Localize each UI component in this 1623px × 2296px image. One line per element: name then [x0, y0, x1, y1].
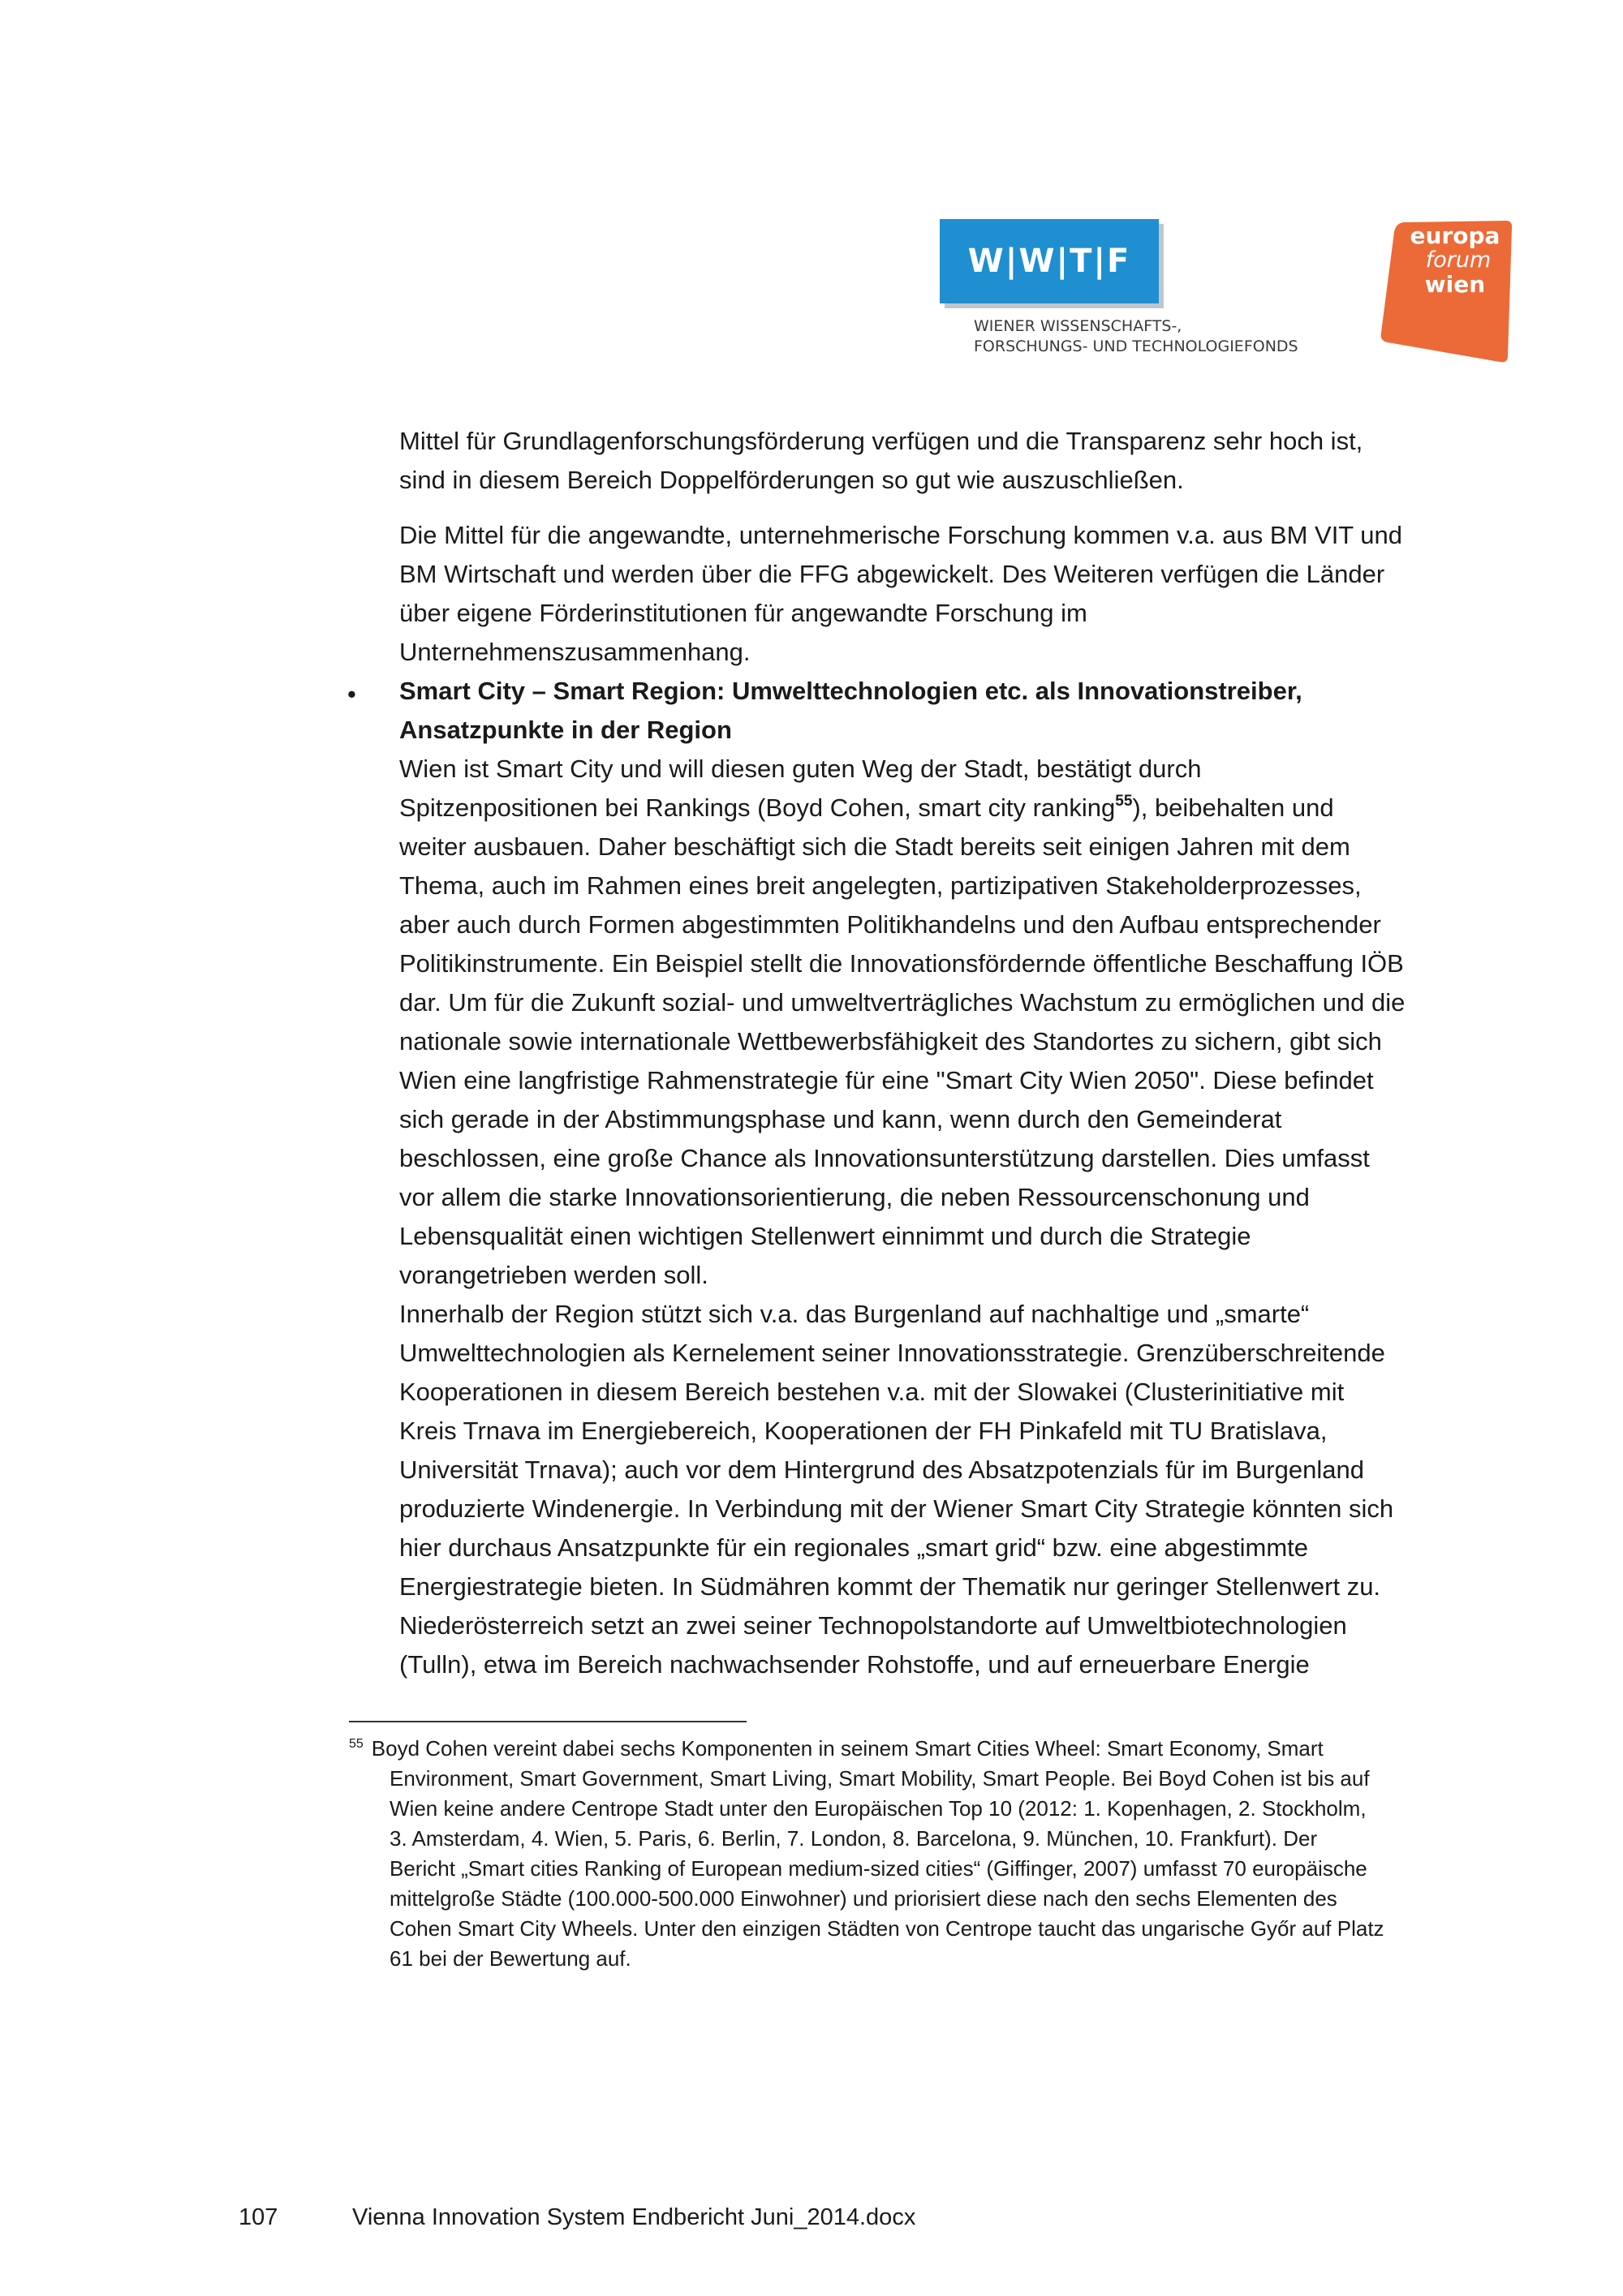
- text-line: vor allem die starke Innovationsorientierung, die neben Ressourcenschonung und: [399, 1183, 1310, 1211]
- wwtf-logo: [940, 219, 1362, 357]
- text-line: dar. Um für die Zukunft sozial- und umweltverträgliches Wachstum zu ermöglichen und die: [399, 988, 1406, 1017]
- text-line: aber auch durch Formen abgestimmten Politikhandelns und den Aufbau entsprechender: [399, 910, 1381, 939]
- text-line: Die Mittel für die angewandte, unternehmerische Forschung kommen v.a. aus BM VIT und: [399, 521, 1403, 549]
- text-line: Mittel für Grundlagenforschungsförderung verfügen und die Transparenz sehr hoch ist,: [399, 427, 1363, 455]
- paragraph-3: [399, 750, 1560, 1295]
- footnote-line: Wien keine andere Centrope Stadt unter den Europäischen Top 10 (2012: 1. Kopenhagen, 2. Stockholm,: [390, 1796, 1367, 1821]
- text-line: sind in diesem Bereich Doppelförderungen so gut wie auszuschließen.: [399, 466, 1184, 494]
- paragraph-4: [399, 1295, 1560, 1684]
- footnote-line: Bericht „Smart cities Ranking of European medium-sized cities“ (Giffinger, 2007) umfasst 70 europäische: [390, 1856, 1367, 1881]
- paragraph-2: [399, 516, 1560, 672]
- page-footer: [239, 2203, 915, 2232]
- footnote-text: Boyd Cohen vereint dabei sechs Komponenten in seinem Smart Cities Wheel: Smart Economy, Smart: [371, 1736, 1324, 1761]
- text-line: [399, 789, 1560, 828]
- text-line: Universität Trnava); auch vor dem Hintergrund des Absatzpotenzials für im Burgenland: [399, 1455, 1364, 1484]
- footnote-number: 55: [349, 1737, 364, 1751]
- footnote-line: mittelgroße Städte (100.000-500.000 Einwohner) und priorisiert diese nach den sechs Elementen des: [390, 1886, 1337, 1911]
- europa-logo-line1: europa: [1410, 222, 1500, 249]
- wwtf-logo-mark: W|W|T|F: [940, 219, 1159, 303]
- bullet-marker: •: [347, 680, 356, 708]
- document-title: Vienna Innovation System Endbericht Juni_2014.docx: [352, 2204, 916, 2230]
- text-line: (Tulln), etwa im Bereich nachwachsender Rohstoffe, und auf erneuerbare Energie: [399, 1650, 1310, 1679]
- text-line: nationale sowie internationale Wettbewerbsfähigkeit des Standortes zu sichern, gibt sich: [399, 1027, 1382, 1056]
- footnote-line: 3. Amsterdam, 4. Wien, 5. Paris, 6. Berlin, 7. London, 8. Barcelona, 9. München, 10. Frankfurt). Der: [390, 1826, 1318, 1851]
- text-line: Niederösterreich setzt an zwei seiner Technopolstandorte auf Umweltbiotechnologien: [399, 1611, 1347, 1640]
- text-line: produzierte Windenergie. In Verbindung mit der Wiener Smart City Strategie könnten sich: [399, 1494, 1394, 1523]
- text-line: Energiestrategie bieten. In Südmähren kommt der Thematik nur geringer Stellenwert zu.: [399, 1572, 1381, 1601]
- europa-logo-line2: forum: [1425, 247, 1492, 273]
- wwtf-caption-line1: WIENER WISSENSCHAFTS-,: [974, 317, 1182, 335]
- europa-forum-wien-logo: [1380, 221, 1513, 363]
- heading-line: Ansatzpunkte in der Region: [399, 716, 732, 744]
- text-line: Unternehmenszusammenhang.: [399, 638, 751, 666]
- footnote-separator: [349, 1721, 747, 1722]
- text-line: BM Wirtschaft und werden über die FFG abgewickelt. Des Weiteren verfügen die Länder: [399, 560, 1385, 588]
- footnote-line: [349, 1734, 1550, 1764]
- text-line: Kooperationen in diesem Bereich bestehen v.a. mit der Slowakei (Clusterinitiative mit: [399, 1378, 1345, 1406]
- text-line: beschlossen, eine große Chance als Innovationsunterstützung darstellen. Dies umfasst: [399, 1144, 1370, 1172]
- text-line: Umwelttechnologien als Kernelement seiner Innovationsstrategie. Grenzüberschreitende: [399, 1339, 1385, 1367]
- text-line: Lebensqualität einen wichtigen Stellenwert einnimmt und durch die Strategie: [399, 1222, 1251, 1250]
- text-line: Thema, auch im Rahmen eines breit angelegten, partizipativen Stakeholderprozesses,: [399, 871, 1362, 900]
- wwtf-logo-caption: [974, 316, 1396, 357]
- footnote-line: Environment, Smart Government, Smart Living, Smart Mobility, Smart People. Bei Boyd Cohen ist bis auf: [390, 1766, 1370, 1791]
- main-content: [399, 422, 1560, 1684]
- text-segment: ), beibehalten und: [1132, 793, 1334, 822]
- text-line: Wien eine langfristige Rahmenstrategie für eine "Smart City Wien 2050". Diese befindet: [399, 1066, 1374, 1094]
- europa-logo-line3: wien: [1424, 271, 1486, 298]
- wwtf-caption-line2: FORSCHUNGS- UND TECHNOLOGIEFONDS: [974, 338, 1298, 355]
- footnote-reference[interactable]: 55: [1115, 793, 1133, 810]
- footnote-line: 61 bei der Bewertung auf.: [390, 1946, 631, 1971]
- paragraph-1: [399, 422, 1560, 500]
- text-line: vorangetrieben werden soll.: [399, 1261, 708, 1289]
- text-line: Politikinstrumente. Ein Beispiel stellt die Innovationsfördernde öffentliche Beschaffung IÖB: [399, 949, 1404, 978]
- text-line: weiter ausbauen. Daher beschäftigt sich die Stadt bereits seit einigen Jahren mit dem: [399, 832, 1350, 861]
- heading-line: Smart City – Smart Region: Umwelttechnologien etc. als Innovationstreiber,: [399, 677, 1302, 705]
- text-line: Wien ist Smart City und will diesen guten Weg der Stadt, bestätigt durch: [399, 755, 1202, 783]
- text-line: Kreis Trnava im Energiebereich, Kooperationen der FH Pinkafeld mit TU Bratislava,: [399, 1417, 1328, 1445]
- page-number: 107: [239, 2204, 278, 2230]
- footnote-55: [349, 1734, 1550, 1974]
- text-line: Innerhalb der Region stützt sich v.a. das Burgenland auf nachhaltige und „smarte“: [399, 1300, 1310, 1328]
- footnote-line: Cohen Smart City Wheels. Unter den einzigen Städten von Centrope taucht das ungarische Győr auf Platz: [390, 1916, 1384, 1941]
- text-line: sich gerade in der Abstimmungsphase und kann, wenn durch den Gemeinderat: [399, 1105, 1282, 1133]
- bullet-heading: [399, 672, 1560, 750]
- europa-logo-text: [1380, 224, 1513, 297]
- text-line: über eigene Förderinstitutionen für angewandte Forschung im: [399, 599, 1087, 627]
- text-segment: Spitzenpositionen bei Rankings (Boyd Cohen, smart city ranking: [399, 793, 1116, 822]
- text-line: hier durchaus Ansatzpunkte für ein regionales „smart grid“ bzw. eine abgestimmte: [399, 1533, 1309, 1562]
